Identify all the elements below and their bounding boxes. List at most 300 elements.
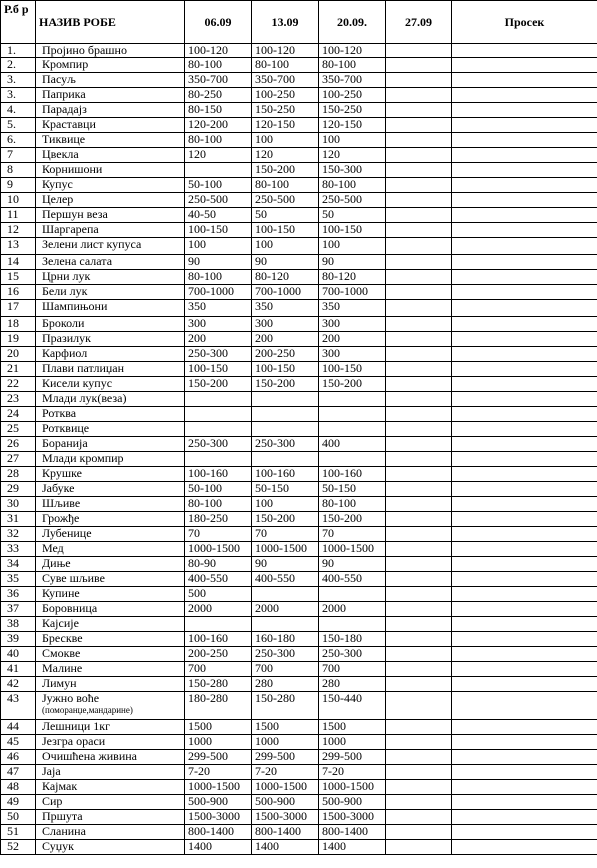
row-number: 9 <box>1 178 36 193</box>
price-date-3: 90 <box>319 557 386 572</box>
price-date-4 <box>386 632 452 647</box>
price-date-3 <box>319 452 386 467</box>
row-number: 42 <box>1 677 36 692</box>
item-name-text: Карфиол <box>42 346 88 360</box>
price-date-1: 100-160 <box>185 632 252 647</box>
price-average <box>452 422 597 437</box>
price-date-4 <box>386 223 452 238</box>
price-date-4 <box>386 647 452 662</box>
price-date-3: 80-120 <box>319 270 386 285</box>
price-date-2: 100 <box>252 238 319 255</box>
price-date-1: 299-500 <box>185 750 252 765</box>
table-row <box>1 750 597 765</box>
price-date-4 <box>386 88 452 103</box>
price-date-2: 150-250 <box>252 103 319 118</box>
row-number: 44 <box>1 720 36 735</box>
item-name-text: Мед <box>42 541 64 555</box>
price-date-1: 800-1400 <box>185 825 252 840</box>
price-date-1: 250-300 <box>185 347 252 362</box>
item-name-text: Јаја <box>42 764 61 778</box>
table-row <box>1 512 597 527</box>
item-name-text: Шаргарепа <box>42 222 99 236</box>
price-date-1: 250-300 <box>185 437 252 452</box>
price-date-1: 80-100 <box>185 497 252 512</box>
price-date-1: 1000 <box>185 735 252 750</box>
price-date-3: 300 <box>319 317 386 332</box>
item-name <box>36 392 185 407</box>
table-row <box>1 392 597 407</box>
price-date-1 <box>185 163 252 178</box>
item-name <box>36 497 185 512</box>
table-row <box>1 163 597 178</box>
item-name <box>36 362 185 377</box>
price-date-3: 250-500 <box>319 193 386 208</box>
row-number: 1. <box>1 44 36 58</box>
table-row <box>1 407 597 422</box>
price-date-4 <box>386 300 452 317</box>
price-date-2: 280 <box>252 677 319 692</box>
item-name-text: Кромпир <box>42 57 89 71</box>
price-date-4 <box>386 133 452 148</box>
price-date-4 <box>386 317 452 332</box>
row-number: 11 <box>1 208 36 223</box>
item-name <box>36 527 185 542</box>
price-date-1: 50-100 <box>185 178 252 193</box>
item-name <box>36 437 185 452</box>
row-number: 12 <box>1 223 36 238</box>
item-name <box>36 300 185 317</box>
price-date-1: 1000-1500 <box>185 542 252 557</box>
table-row <box>1 223 597 238</box>
table-row <box>1 44 597 58</box>
price-date-1: 500 <box>185 587 252 602</box>
item-name-text: Јабуке <box>42 481 75 495</box>
price-date-3 <box>319 422 386 437</box>
price-average <box>452 407 597 422</box>
row-number: 17 <box>1 300 36 317</box>
item-name <box>36 118 185 133</box>
item-name <box>36 88 185 103</box>
price-date-2: 350-700 <box>252 73 319 88</box>
row-number: 5. <box>1 118 36 133</box>
price-average <box>452 452 597 467</box>
price-date-2: 80-100 <box>252 178 319 193</box>
price-date-3: 100-160 <box>319 467 386 482</box>
table-row <box>1 377 597 392</box>
price-date-1: 400-550 <box>185 572 252 587</box>
price-date-3: 200 <box>319 332 386 347</box>
table-row <box>1 795 597 810</box>
row-number: 40 <box>1 647 36 662</box>
price-date-3: 350 <box>319 300 386 317</box>
table-row <box>1 437 597 452</box>
price-date-1: 150-200 <box>185 377 252 392</box>
price-date-4 <box>386 795 452 810</box>
price-date-2: 1500 <box>252 720 319 735</box>
item-name-text: Лешници 1кг <box>42 719 111 733</box>
price-date-1: 1000-1500 <box>185 780 252 795</box>
item-name-text: Сланина <box>42 824 86 838</box>
table-row <box>1 88 597 103</box>
price-date-2 <box>252 407 319 422</box>
row-number: 35 <box>1 572 36 587</box>
table-row <box>1 270 597 285</box>
price-average <box>452 377 597 392</box>
item-name-text: Пршута <box>42 809 83 823</box>
table-row <box>1 118 597 133</box>
price-date-4 <box>386 238 452 255</box>
price-date-1 <box>185 617 252 632</box>
price-date-2: 500-900 <box>252 795 319 810</box>
price-date-3: 150-180 <box>319 632 386 647</box>
table-row <box>1 422 597 437</box>
item-name <box>36 332 185 347</box>
price-average <box>452 840 597 855</box>
price-date-1: 200-250 <box>185 647 252 662</box>
price-average <box>452 647 597 662</box>
price-date-4 <box>386 58 452 73</box>
price-date-2: 250-300 <box>252 437 319 452</box>
price-date-4 <box>386 73 452 88</box>
row-number: 33 <box>1 542 36 557</box>
item-name-text: Ротква <box>42 406 77 420</box>
table-row <box>1 133 597 148</box>
table-row <box>1 542 597 557</box>
price-average <box>452 44 597 58</box>
price-date-1: 300 <box>185 317 252 332</box>
item-name-text: Млади кромпир <box>42 451 124 465</box>
price-date-3: 7-20 <box>319 765 386 780</box>
item-name <box>36 662 185 677</box>
price-date-1: 150-280 <box>185 677 252 692</box>
row-number: 3. <box>1 88 36 103</box>
header-name: НАЗИВ РОБЕ <box>36 1 185 44</box>
table-body <box>1 44 597 855</box>
price-date-4 <box>386 840 452 855</box>
price-average <box>452 780 597 795</box>
price-average <box>452 527 597 542</box>
price-date-2: 1000-1500 <box>252 780 319 795</box>
price-average <box>452 58 597 73</box>
item-name <box>36 692 185 720</box>
item-name-text: Шљиве <box>42 496 81 510</box>
item-name-text: Очишћена живина <box>42 749 137 763</box>
price-date-1: 40-50 <box>185 208 252 223</box>
price-date-3: 150-300 <box>319 163 386 178</box>
table-row <box>1 677 597 692</box>
price-date-4 <box>386 118 452 133</box>
price-date-2: 100-250 <box>252 88 319 103</box>
row-number: 6. <box>1 133 36 148</box>
price-date-1: 350 <box>185 300 252 317</box>
row-number: 27 <box>1 452 36 467</box>
item-name-text: Лубенице <box>42 526 92 540</box>
row-number: 34 <box>1 557 36 572</box>
item-name-text: Першун веза <box>42 207 108 221</box>
item-name-text: Боранија <box>42 436 88 450</box>
table-row <box>1 332 597 347</box>
item-name <box>36 193 185 208</box>
price-date-3: 300 <box>319 347 386 362</box>
price-average <box>452 178 597 193</box>
item-name <box>36 542 185 557</box>
table-row <box>1 193 597 208</box>
price-date-3: 1400 <box>319 840 386 855</box>
price-date-3: 50-150 <box>319 482 386 497</box>
price-date-1: 90 <box>185 255 252 270</box>
price-average <box>452 587 597 602</box>
price-date-3: 350-700 <box>319 73 386 88</box>
item-name <box>36 840 185 855</box>
row-number: 32 <box>1 527 36 542</box>
price-average <box>452 632 597 647</box>
item-name <box>36 482 185 497</box>
item-name-text: Јужно воће <box>42 691 100 705</box>
price-date-4 <box>386 825 452 840</box>
price-date-3: 100-150 <box>319 362 386 377</box>
item-name <box>36 178 185 193</box>
row-number: 16 <box>1 285 36 300</box>
price-average <box>452 163 597 178</box>
price-date-2: 700-1000 <box>252 285 319 300</box>
price-average <box>452 347 597 362</box>
header-date-2: 13.09 <box>252 1 319 44</box>
item-name <box>36 780 185 795</box>
item-name-text: Кајмак <box>42 779 78 793</box>
row-number: 48 <box>1 780 36 795</box>
price-date-4 <box>386 193 452 208</box>
price-date-1: 2000 <box>185 602 252 617</box>
table-row <box>1 300 597 317</box>
price-average <box>452 103 597 118</box>
item-name-text: Пројино брашно <box>42 43 127 57</box>
price-date-2: 90 <box>252 255 319 270</box>
item-name-text: Бели лук <box>42 284 88 298</box>
price-date-2: 700 <box>252 662 319 677</box>
price-date-3: 150-440 <box>319 692 386 720</box>
price-date-4 <box>386 208 452 223</box>
table-row <box>1 103 597 118</box>
item-name-text: Зелена салата <box>42 254 113 268</box>
item-name-text: Црни лук <box>42 269 91 283</box>
price-date-3: 80-100 <box>319 58 386 73</box>
item-name-text: Пасуљ <box>42 72 76 86</box>
item-name <box>36 103 185 118</box>
price-average <box>452 542 597 557</box>
price-average <box>452 118 597 133</box>
price-date-3: 1000 <box>319 735 386 750</box>
price-average <box>452 362 597 377</box>
item-name <box>36 73 185 88</box>
price-date-1: 120 <box>185 148 252 163</box>
price-average <box>452 208 597 223</box>
item-name <box>36 602 185 617</box>
item-name <box>36 407 185 422</box>
table-row <box>1 58 597 73</box>
row-number: 18 <box>1 317 36 332</box>
price-date-3: 299-500 <box>319 750 386 765</box>
price-date-1: 500-900 <box>185 795 252 810</box>
price-date-4 <box>386 163 452 178</box>
price-date-4 <box>386 602 452 617</box>
row-number: 28 <box>1 467 36 482</box>
price-date-2: 150-200 <box>252 163 319 178</box>
row-number: 21 <box>1 362 36 377</box>
item-name <box>36 317 185 332</box>
price-date-2: 7-20 <box>252 765 319 780</box>
table-row <box>1 317 597 332</box>
price-average <box>452 662 597 677</box>
item-name <box>36 238 185 255</box>
price-date-3 <box>319 392 386 407</box>
item-name-text: Паприка <box>42 87 86 101</box>
row-number: 4. <box>1 103 36 118</box>
table-row <box>1 527 597 542</box>
item-name-text: Кајсије <box>42 616 79 630</box>
price-date-2: 160-180 <box>252 632 319 647</box>
item-name <box>36 347 185 362</box>
price-average <box>452 497 597 512</box>
price-date-2: 150-200 <box>252 377 319 392</box>
price-average <box>452 720 597 735</box>
price-date-4 <box>386 103 452 118</box>
price-date-2: 80-100 <box>252 58 319 73</box>
price-date-3: 100-250 <box>319 88 386 103</box>
price-date-1: 100-160 <box>185 467 252 482</box>
item-name-text: Парадајз <box>42 102 87 116</box>
table-row <box>1 347 597 362</box>
price-date-3: 100 <box>319 133 386 148</box>
item-name <box>36 58 185 73</box>
row-number: 15 <box>1 270 36 285</box>
price-date-3: 500-900 <box>319 795 386 810</box>
item-name <box>36 810 185 825</box>
price-date-3: 150-200 <box>319 512 386 527</box>
price-date-1 <box>185 452 252 467</box>
price-date-4 <box>386 750 452 765</box>
price-date-1: 700-1000 <box>185 285 252 300</box>
price-date-2 <box>252 617 319 632</box>
price-date-1 <box>185 392 252 407</box>
row-number: 26 <box>1 437 36 452</box>
row-number: 25 <box>1 422 36 437</box>
price-date-4 <box>386 572 452 587</box>
price-date-3: 1500 <box>319 720 386 735</box>
price-date-2: 1000 <box>252 735 319 750</box>
item-name <box>36 677 185 692</box>
price-average <box>452 810 597 825</box>
table-row <box>1 810 597 825</box>
price-date-3: 120 <box>319 148 386 163</box>
row-number: 3. <box>1 73 36 88</box>
price-date-2 <box>252 452 319 467</box>
table-row <box>1 285 597 300</box>
item-name-text: Малине <box>42 661 83 675</box>
item-name <box>36 208 185 223</box>
price-date-4 <box>386 362 452 377</box>
item-name <box>36 795 185 810</box>
price-average <box>452 223 597 238</box>
row-number: 52 <box>1 840 36 855</box>
item-name <box>36 647 185 662</box>
price-average <box>452 270 597 285</box>
price-average <box>452 557 597 572</box>
price-date-3: 100-150 <box>319 223 386 238</box>
price-date-1: 250-500 <box>185 193 252 208</box>
price-date-4 <box>386 392 452 407</box>
price-average <box>452 765 597 780</box>
price-date-3: 400-550 <box>319 572 386 587</box>
price-average <box>452 332 597 347</box>
item-name-text: Краставци <box>42 117 96 131</box>
row-number: 31 <box>1 512 36 527</box>
price-date-4 <box>386 557 452 572</box>
item-name-text: Броколи <box>42 316 85 330</box>
price-date-1: 200 <box>185 332 252 347</box>
row-number: 29 <box>1 482 36 497</box>
table-row <box>1 497 597 512</box>
table-row <box>1 255 597 270</box>
item-name <box>36 377 185 392</box>
row-number: 37 <box>1 602 36 617</box>
price-average <box>452 88 597 103</box>
table-row <box>1 632 597 647</box>
price-date-4 <box>386 512 452 527</box>
item-name-text: Тиквице <box>42 132 86 146</box>
row-number: 8 <box>1 163 36 178</box>
item-name-text: Боровница <box>42 601 98 615</box>
price-date-1: 180-280 <box>185 692 252 720</box>
price-date-2: 150-280 <box>252 692 319 720</box>
row-number: 36 <box>1 587 36 602</box>
item-name-text: Корнишони <box>42 162 103 176</box>
item-name <box>36 163 185 178</box>
item-name-text: Плави патлиџан <box>42 361 125 375</box>
price-average <box>452 193 597 208</box>
price-average <box>452 392 597 407</box>
price-date-2: 80-120 <box>252 270 319 285</box>
item-name <box>36 467 185 482</box>
price-date-3: 1000-1500 <box>319 542 386 557</box>
item-name <box>36 720 185 735</box>
row-number: 20 <box>1 347 36 362</box>
header-date-3: 20.09. <box>319 1 386 44</box>
item-name <box>36 512 185 527</box>
table-row <box>1 780 597 795</box>
price-date-2: 1000-1500 <box>252 542 319 557</box>
item-name <box>36 223 185 238</box>
table-row <box>1 825 597 840</box>
price-date-4 <box>386 270 452 285</box>
table-row <box>1 692 597 720</box>
table-row <box>1 647 597 662</box>
price-date-4 <box>386 332 452 347</box>
price-date-3: 1500-3000 <box>319 810 386 825</box>
price-date-2: 2000 <box>252 602 319 617</box>
price-date-3: 100-120 <box>319 44 386 58</box>
item-name <box>36 133 185 148</box>
item-name-text: Смокве <box>42 646 81 660</box>
price-date-1: 180-250 <box>185 512 252 527</box>
price-date-1: 80-100 <box>185 58 252 73</box>
price-date-1: 80-90 <box>185 557 252 572</box>
price-date-4 <box>386 617 452 632</box>
row-number: 49 <box>1 795 36 810</box>
price-date-1: 100-120 <box>185 44 252 58</box>
price-date-3 <box>319 587 386 602</box>
table-row <box>1 557 597 572</box>
price-date-1: 7-20 <box>185 765 252 780</box>
